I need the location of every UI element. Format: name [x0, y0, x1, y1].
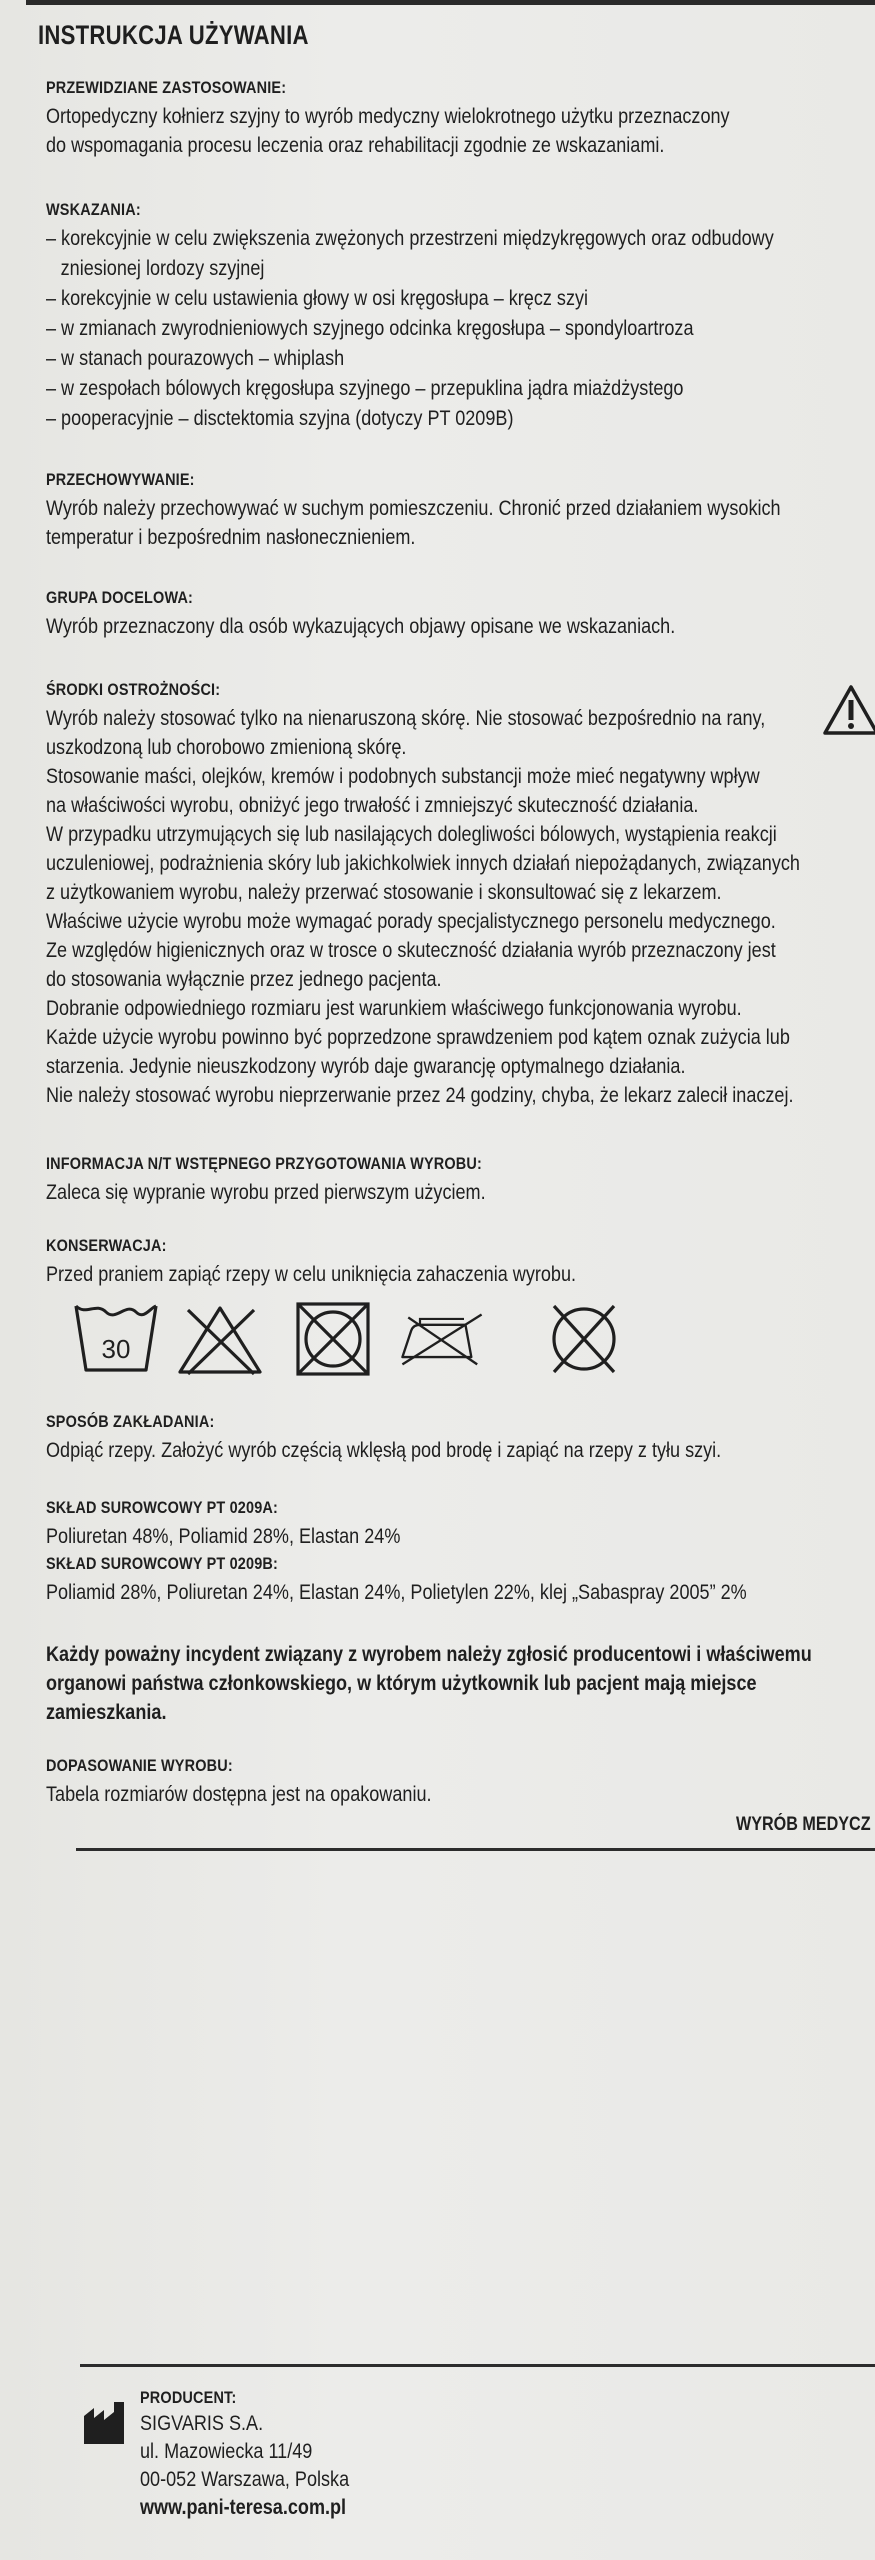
incident-notice — [46, 1640, 866, 1727]
text-line: na właściwości wyrobu, obniżyć jego trwałość i zmniejszyć skuteczność działania. — [46, 794, 699, 817]
text-line: Poliuretan 48%, Poliamid 28%, Elastan 24% — [46, 1525, 401, 1548]
text-line: Właściwe użycie wyrobu może wymagać porady specjalistycznego personelu medycznego. — [46, 910, 776, 933]
section-heading: INFORMACJA N/T WSTĘPNEGO PRZYGOTOWANIA WYROBU: — [46, 1154, 482, 1173]
section-composition-a — [46, 1498, 866, 1551]
text-line: Poliamid 28%, Poliuretan 24%, Elastan 24%, Polietylen 22%, klej „Sabaspray 2005” 2% — [46, 1581, 747, 1604]
producer-name: SIGVARIS S.A. — [140, 2412, 264, 2435]
text-line: Odpiąć rzepy. Założyć wyrób częścią wklęsłą pod brodę i zapiąć na rzepy z tyłu szyi. — [46, 1439, 722, 1462]
text-line: starzenia. Jedynie nieuszkodzony wyrób daje gwarancję optymalnego działania. — [46, 1055, 686, 1078]
section-how-to-wear — [46, 1412, 866, 1465]
list-item: – w zespołach bólowych kręgosłupa szyjnego – przepuklina jądra miażdżystego — [46, 377, 684, 400]
care-symbols — [72, 1298, 632, 1378]
medical-device-tag: WYRÓB MEDYCZ — [736, 1814, 871, 1835]
wash-30-icon — [72, 1298, 160, 1378]
text-line: organowi państwa członkowskiego, w którym użytkownik lub pacjent mają miejsce — [46, 1672, 757, 1695]
section-target-group — [46, 588, 866, 641]
producer-website: www.pani-teresa.com.pl — [140, 2496, 347, 2519]
list-item: – w stanach pourazowych – whiplash — [46, 347, 345, 370]
producer-city: 00-052 Warszawa, Polska — [140, 2468, 350, 2491]
section-storage — [46, 470, 866, 552]
section-preparation-info — [46, 1154, 866, 1207]
bottom-divider-line — [80, 2364, 875, 2367]
text-line: do wspomagania procesu leczenia oraz rehabilitacji zgodnie ze wskazaniami. — [46, 134, 665, 157]
top-border — [26, 0, 875, 5]
section-heading: SKŁAD SUROWCOWY PT 0209A: — [46, 1498, 279, 1517]
section-heading: DOPASOWANIE WYROBU: — [46, 1756, 233, 1775]
section-heading: ŚRODKI OSTROŻNOŚCI: — [46, 680, 221, 699]
list-item: – korekcyjnie w celu zwiększenia zwężonych przestrzeni międzykręgowych oraz odbudowy — [46, 227, 774, 250]
no-dry-clean-icon — [540, 1298, 628, 1378]
section-heading: KONSERWACJA: — [46, 1236, 167, 1255]
section-heading: PRZECHOWYWANIE: — [46, 470, 195, 489]
no-tumble-dry-icon — [290, 1298, 378, 1378]
text-line: Stosowanie maści, olejków, kremów i podobnych substancji może mieć negatywny wpływ — [46, 765, 760, 788]
text-line: uszkodzoną lub chorobowo zmienioną skórę. — [46, 736, 407, 759]
text-line: W przypadku utrzymujących się lub nasilających dolegliwości bólowych, wystąpienia reakcji — [46, 823, 777, 846]
text-line: Ortopedyczny kołnierz szyjny to wyrób medyczny wielokrotnego użytku przeznaczony — [46, 105, 730, 128]
text-line: Tabela rozmiarów dostępna jest na opakowaniu. — [46, 1783, 432, 1806]
section-heading: SPOSÓB ZAKŁADANIA: — [46, 1412, 215, 1431]
section-indications — [46, 200, 866, 434]
section-heading: PRZEWIDZIANE ZASTOSOWANIE: — [46, 78, 287, 97]
text-line: temperatur i bezpośrednim nasłonecznieniem. — [46, 526, 416, 549]
warning-triangle-icon — [822, 684, 875, 736]
text-line: Nie należy stosować wyrobu nieprzerwanie przez 24 godziny, chyba, że lekarz zalecił inaczej. — [46, 1084, 794, 1107]
list-item-continuation: zniesionej lordozy szyjnej — [60, 257, 265, 280]
section-intended-use — [46, 78, 866, 160]
producer-heading: PRODUCENT: — [140, 2388, 237, 2407]
producer-block — [140, 2388, 383, 2522]
section-composition-b — [46, 1554, 866, 1607]
no-iron-icon — [398, 1298, 486, 1378]
text-line: Wyrób należy stosować tylko na nienaruszoną skórę. Nie stosować bezpośrednio na rany, — [46, 707, 766, 730]
text-line: Przed praniem zapiąć rzepy w celu uniknięcia zahaczenia wyrobu. — [46, 1263, 577, 1286]
manufacturer-icon — [82, 2398, 126, 2446]
producer-street: ul. Mazowiecka 11/49 — [140, 2440, 313, 2463]
text-line: Wyrób przeznaczony dla osób wykazujących objawy opisane we wskazaniach. — [46, 615, 676, 638]
text-line: zamieszkania. — [46, 1701, 167, 1724]
section-heading: WSKAZANIA: — [46, 200, 141, 219]
list-item: – korekcyjnie w celu ustawienia głowy w osi kręgosłupa – kręcz szyi — [46, 287, 589, 310]
section-heading: SKŁAD SUROWCOWY PT 0209B: — [46, 1554, 279, 1573]
text-line: Dobranie odpowiedniego rozmiaru jest warunkiem właściwego funkcjonowania wyrobu. — [46, 997, 742, 1020]
text-line: Zaleca się wypranie wyrobu przed pierwszym użyciem. — [46, 1181, 486, 1204]
document-title: INSTRUKCJA UŻYWANIA — [38, 20, 309, 50]
section-care — [46, 1236, 866, 1289]
text-line: Ze względów higienicznych oraz w trosce o skuteczność działania wyrób przeznaczony jest — [46, 939, 776, 962]
text-line: Każde użycie wyrobu powinno być poprzedzone sprawdzeniem pod kątem oznak zużycia lub — [46, 1026, 790, 1049]
text-line: do stosowania wyłącznie przez jednego pacjenta. — [46, 968, 442, 991]
text-line: Każdy poważny incydent związany z wyrobem należy zgłosić producentowi i właściwemu — [46, 1643, 812, 1666]
section-fitting — [46, 1756, 866, 1809]
text-line: uczuleniowej, podrażnienia skóry lub jakichkolwiek innych działań niepożądanych, związanych — [46, 852, 800, 875]
wash-temperature: 30 — [101, 1334, 131, 1364]
text-line: Wyrób należy przechowywać w suchym pomieszczeniu. Chronić przed działaniem wysokich — [46, 497, 781, 520]
no-bleach-icon — [176, 1298, 264, 1378]
text-line: z użytkowaniem wyrobu, należy przerwać stosowanie i skonsultować się z lekarzem. — [46, 881, 722, 904]
section-heading: GRUPA DOCELOWA: — [46, 588, 194, 607]
divider-line — [76, 1848, 875, 1851]
list-item: – pooperacyjnie – disctektomia szyjna (dotyczy PT 0209B) — [46, 407, 514, 430]
list-item: – w zmianach zwyrodnieniowych szyjnego odcinka kręgosłupa – spondyloartroza — [46, 317, 694, 340]
section-precautions — [46, 680, 866, 1110]
